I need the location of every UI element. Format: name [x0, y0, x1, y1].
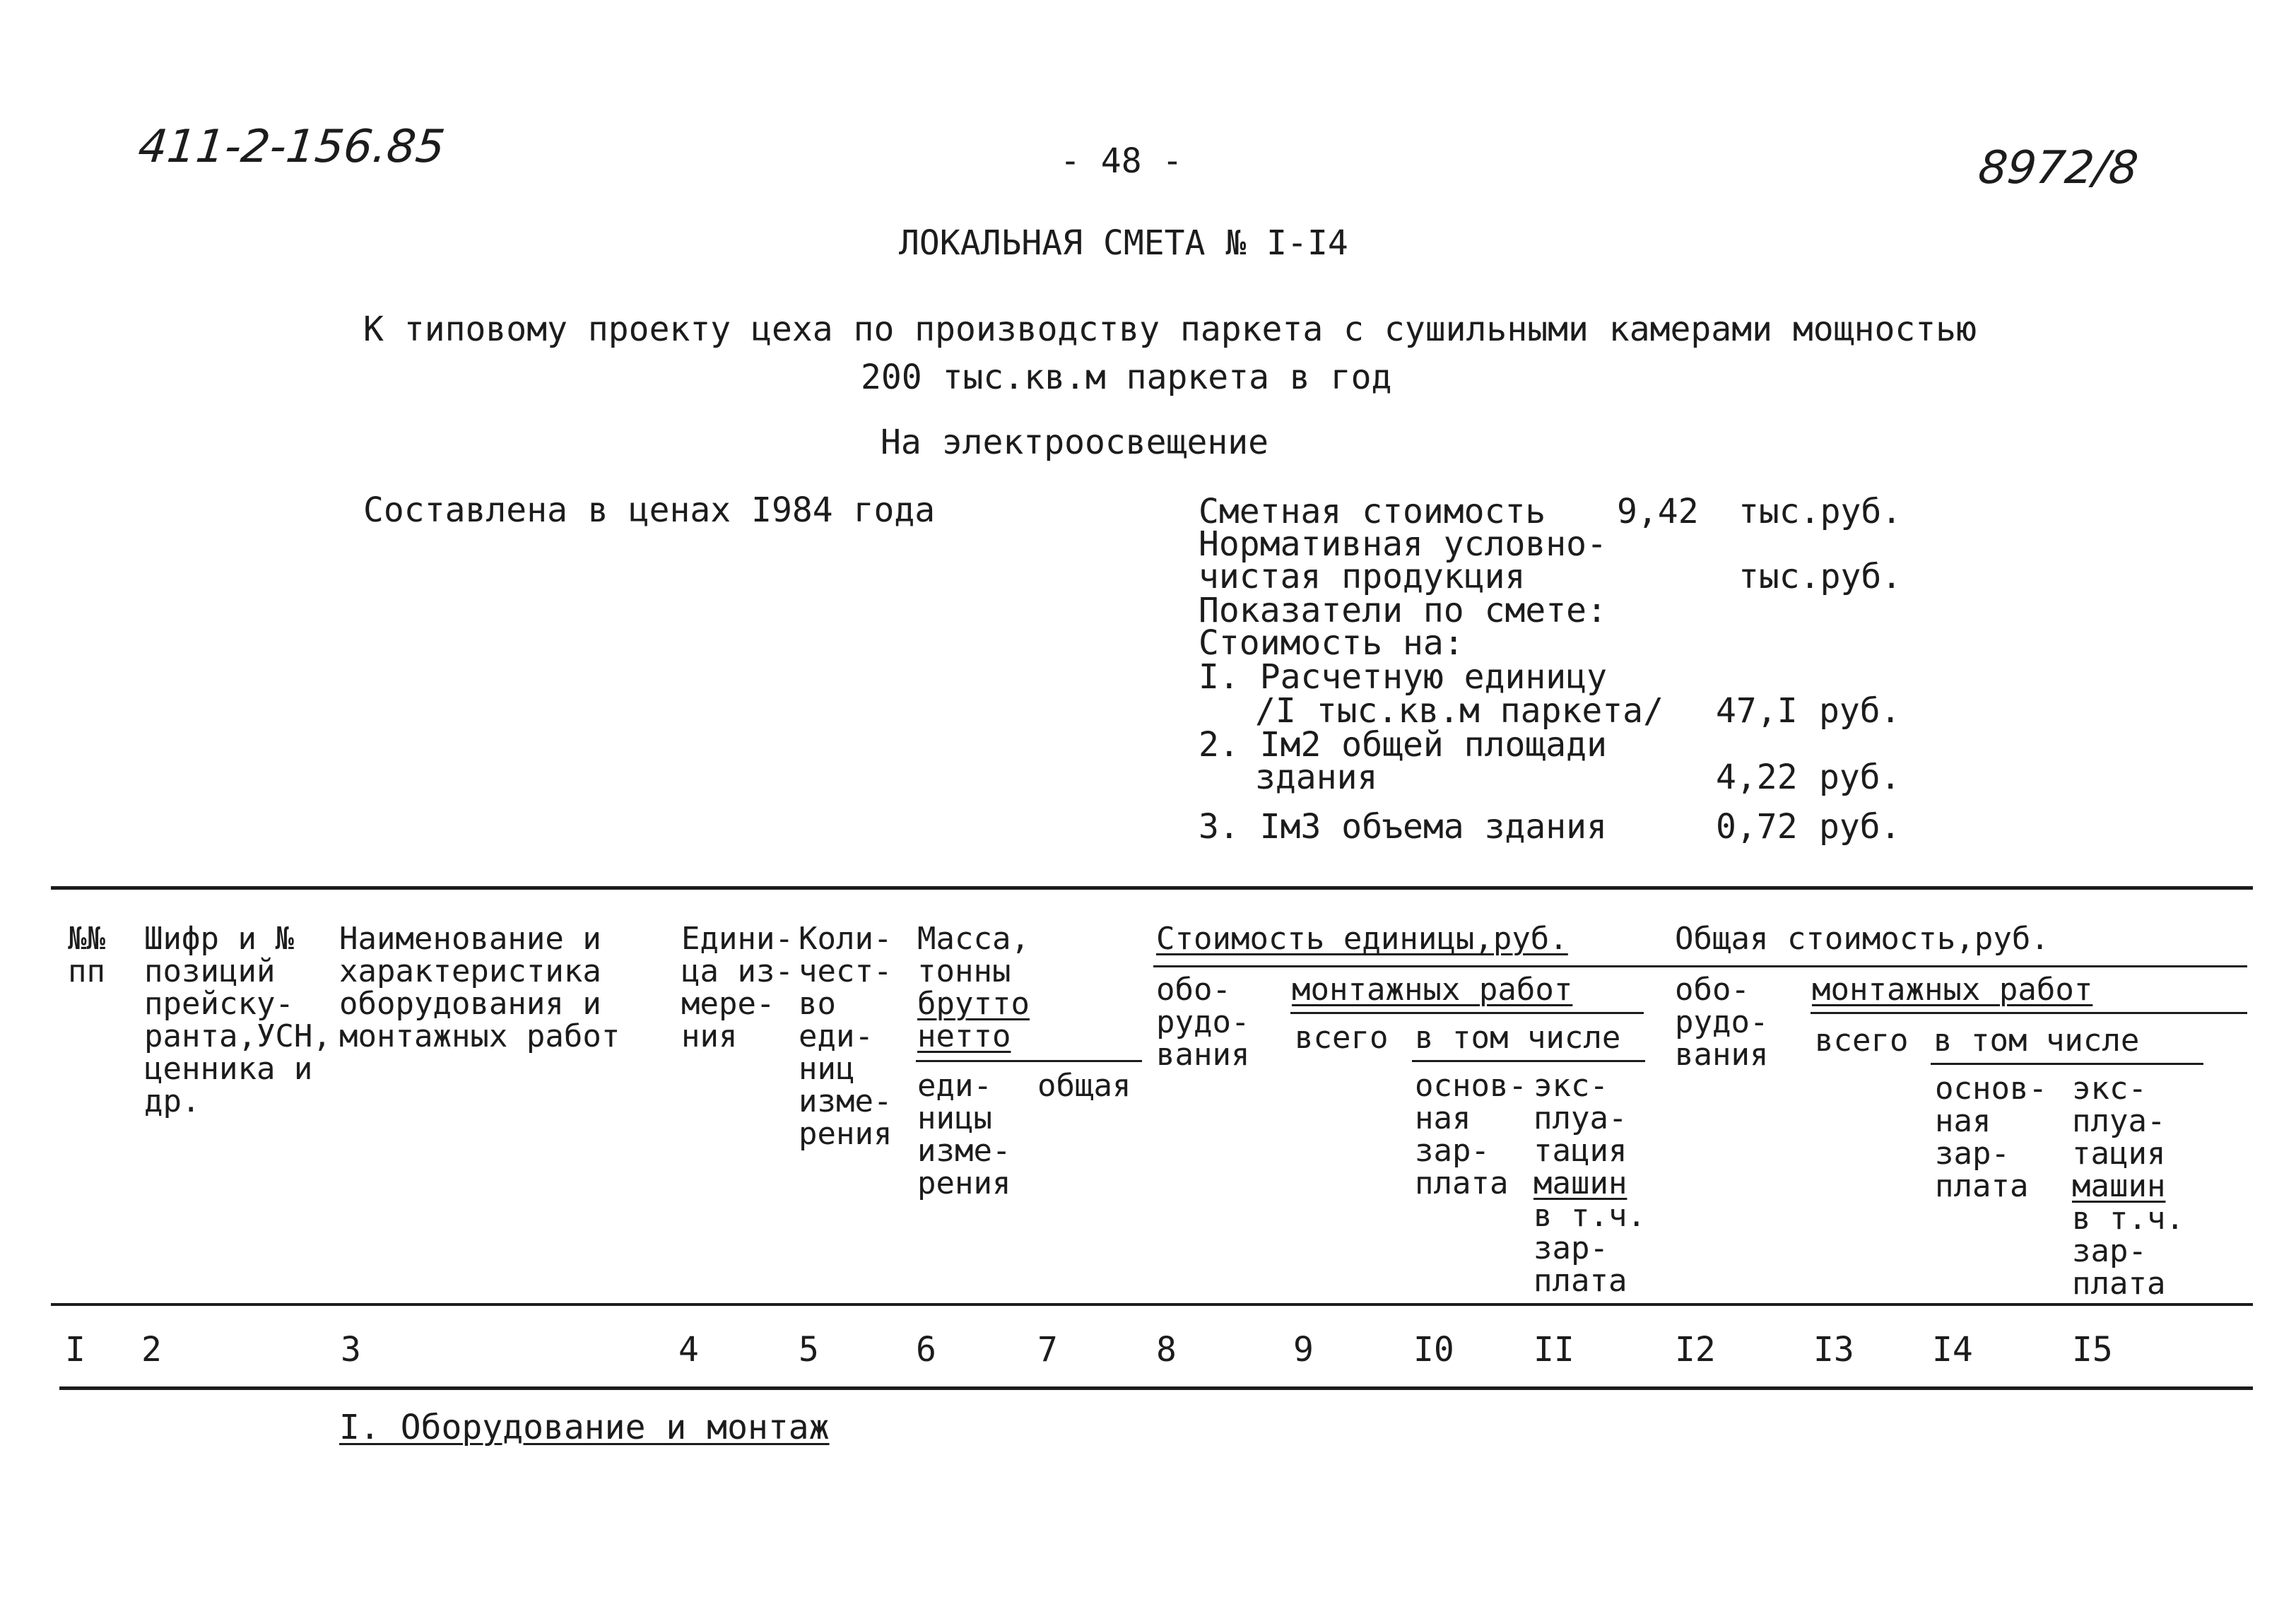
column-number: I2 [1675, 1330, 1716, 1370]
header-machines-total: машин [2072, 1168, 2166, 1204]
column-number: 8 [1156, 1330, 1177, 1370]
indicator-1-unit: руб. [1819, 691, 1901, 731]
norm-product-unit: тыс.руб. [1738, 557, 1902, 596]
col-header-unit: Едини- ца из- мере- ния [681, 921, 794, 1054]
indicator-1-line-2: /I тыс.кв.м паркета/ [1255, 691, 1664, 731]
header-install-works-unit: монтажных работ [1292, 972, 1573, 1008]
col-header-quantity: Коли- чест- во еди- ниц изме- рения [799, 921, 893, 1152]
col-header-incl-salary-unit: в т.ч. зар- плата [1533, 1198, 1646, 1299]
col-header-mass-netto: нетто [917, 1018, 1011, 1054]
install-divider-total [1811, 1012, 2247, 1014]
column-number: 7 [1037, 1330, 1058, 1370]
indicator-2-line-1: 2. Iм2 общей площади [1199, 725, 1607, 765]
cost-group-divider [1153, 965, 2247, 967]
col-header-base-salary-total: основ- ная зар- плата [1935, 1071, 2047, 1204]
col-header-incl-salary-total: в т.ч. зар- плата [2072, 1201, 2184, 1302]
including-divider-unit [1412, 1060, 1645, 1062]
column-number: I3 [1813, 1330, 1854, 1370]
document-code: 411-2-156.85 [136, 121, 447, 173]
indicator-1-line-1: I. Расчетную единицу [1199, 657, 1607, 697]
section-subject: На электроосвещение [881, 423, 1269, 462]
col-header-machine-ops-total: экс- плуа- тация [2072, 1071, 2166, 1172]
indicator-3-line-1: 3. Iм3 объема здания [1199, 807, 1607, 847]
indicator-2-value: 4,22 [1716, 758, 1798, 797]
estimated-cost-unit: тыс.руб. [1738, 492, 1902, 531]
column-number: II [1533, 1330, 1574, 1370]
col-header-base-salary-unit: основ- ная зар- плата [1415, 1068, 1527, 1201]
col-header-name: Наименование и характеристика оборудования и монтажных работ [339, 921, 620, 1054]
col-header-equipment-unit: обо- рудо- вания [1156, 972, 1250, 1073]
column-numbers-bottom-rule [59, 1386, 2253, 1390]
indicator-3-value: 0,72 [1716, 807, 1798, 847]
subtitle-line-1: К типовому проекту цеха по производству паркета с сушильными камерами мощностью [363, 310, 1977, 349]
estimated-cost-label: Сметная стоимость [1199, 492, 1546, 531]
subtitle-line-2: 200 тыс.кв.м паркета в год [861, 358, 1392, 397]
indicator-2-line-2: здания [1255, 758, 1378, 797]
col-header-mass-brutto: брутто [917, 986, 1030, 1022]
column-number: 4 [678, 1330, 699, 1370]
header-including-total: в том числе [1933, 1023, 2140, 1059]
cost-on-label: Стоимость на: [1199, 623, 1464, 663]
group-header-unit-cost: Стоимость единицы,руб. [1156, 921, 1568, 957]
indicator-3-unit: руб. [1819, 807, 1901, 847]
column-number: 2 [141, 1330, 162, 1370]
indicators-label: Показатели по смете: [1199, 591, 1607, 630]
estimated-cost-value: 9,42 [1617, 492, 1699, 531]
col-header-mass-per-unit: еди- ницы изме- рения [917, 1068, 1011, 1201]
col-header-equipment-total: обо- рудо- вания [1675, 972, 1769, 1073]
header-bottom-rule [51, 1303, 2253, 1306]
column-number: I5 [2072, 1330, 2113, 1370]
section-heading: I. Оборудование и монтаж [339, 1408, 830, 1447]
document-title: ЛОКАЛЬНАЯ СМЕТА № I-I4 [899, 223, 1348, 263]
mass-divider [916, 1060, 1142, 1062]
page-number: - 48 - [1060, 141, 1183, 181]
prices-note: Составлена в ценах I984 года [363, 490, 936, 530]
header-install-works-total: монтажных работ [1812, 972, 2093, 1008]
column-number: 5 [799, 1330, 819, 1370]
col-header-number: №№ пп [68, 921, 105, 989]
header-including-unit: в том числе [1415, 1020, 1621, 1056]
col-header-total-unit: всего [1295, 1020, 1389, 1056]
column-number: 6 [916, 1330, 936, 1370]
indicator-2-unit: руб. [1819, 758, 1901, 797]
table-top-rule [51, 886, 2253, 890]
col-header-mass: Масса, тонны [917, 921, 1030, 989]
column-number: 9 [1293, 1330, 1314, 1370]
column-number: 3 [341, 1330, 361, 1370]
norm-product-label-2: чистая продукция [1199, 557, 1526, 596]
column-number: I4 [1932, 1330, 1973, 1370]
indicator-1-value: 47,I [1716, 691, 1798, 731]
col-header-mass-total: общая [1037, 1068, 1131, 1104]
sheet-code: 8972/8 [1976, 142, 2141, 194]
col-header-code: Шифр и № позиций прейску- ранта,УСН, ценника и др. [144, 921, 331, 1119]
group-header-total-cost: Общая стоимость,руб. [1675, 921, 2049, 957]
install-divider-unit [1290, 1012, 1644, 1014]
including-divider-total [1931, 1063, 2203, 1065]
col-header-machine-ops-unit: экс- плуа- тация [1533, 1068, 1627, 1169]
column-number: I0 [1413, 1330, 1454, 1370]
column-number: I [65, 1330, 86, 1370]
norm-product-label-1: Нормативная условно- [1199, 524, 1607, 564]
col-header-total-total: всего [1815, 1023, 1909, 1059]
header-machines-unit: машин [1533, 1165, 1627, 1201]
